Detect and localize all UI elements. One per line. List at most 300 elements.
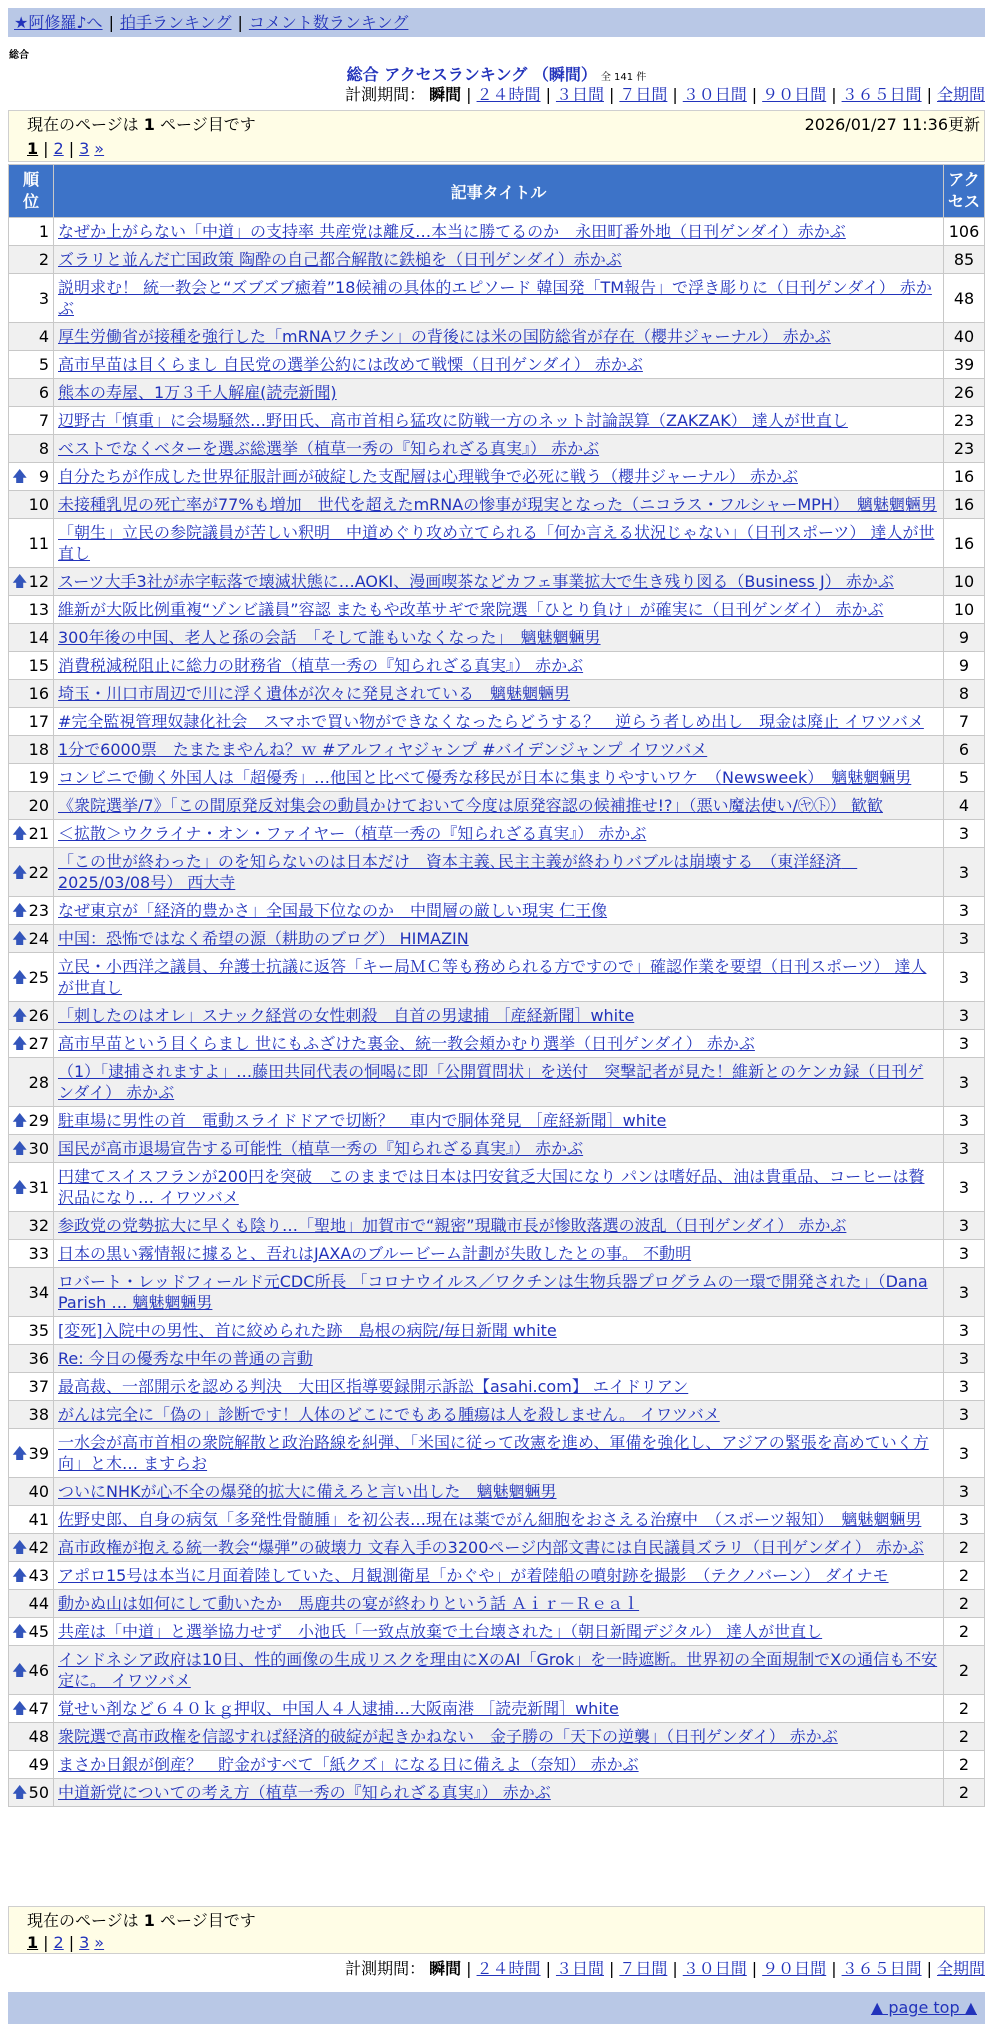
col-title-header: 記事タイトル <box>54 165 944 218</box>
title-cell <box>54 218 944 246</box>
rank-cell <box>9 1506 54 1534</box>
table-row <box>9 1429 985 1478</box>
article-link[interactable]: 中道新党についての考え方（植草一秀の『知られざる真実』） 赤かぶ <box>58 1783 551 1802</box>
table-row <box>9 1002 985 1030</box>
title-cell <box>54 953 944 1002</box>
article-link[interactable]: ＜拡散＞ウクライナ・オン・ファイヤー（植草一秀の『知られざる真実』） 赤かぶ <box>58 824 647 843</box>
period-link-2[interactable]: ７日間 <box>619 85 668 104</box>
rank-number: 19 <box>28 768 49 787</box>
rank-cell <box>9 1212 54 1240</box>
article-link[interactable]: がんは完全に「偽の」診断です！人体のどこにでもある腫瘍は人を殺しません。 イワツバメ <box>58 1405 720 1424</box>
table-row <box>9 848 985 897</box>
page-link-3[interactable]: 3 <box>79 1933 90 1952</box>
ranking-table <box>8 164 985 1807</box>
rank-up-icon: 🡅 <box>12 1538 28 1556</box>
article-link[interactable]: 衆院選で高市政権を信認すれば経済的破綻が起きかねない 金子勝の「天下の逆襲」（日刊ゲンダイ） 赤かぶ <box>58 1727 838 1746</box>
access-count: 48 <box>944 274 985 323</box>
table-row <box>9 379 985 407</box>
article-link[interactable]: ロバート・レッドフィールド元CDC所長 「コロナウイルス／ワクチンは生物兵器プログラムの一環で開発された」（Dana Parish … 魑魅魍魎男 <box>58 1272 928 1312</box>
table-row <box>9 463 985 491</box>
title-cell <box>54 897 944 925</box>
article-link[interactable]: （1）「逮捕されますよ」…藤田共同代表の恫喝に即「公開質問状」を送付 突撃記者が見た！維新とのケンカ録（日刊ゲンダイ） 赤かぶ <box>58 1062 924 1102</box>
period-separator: | <box>831 1959 837 1978</box>
rank-number: 7 <box>38 411 49 430</box>
nav-separator: | <box>237 13 243 32</box>
article-link[interactable]: コンビニで働く外国人は「超優秀」…他国と比べて優秀な移民が日本に集まりやすいワケ （Newsweek） 魑魅魍魎男 <box>58 768 912 787</box>
access-count: 3 <box>944 1401 985 1429</box>
title-cell <box>54 463 944 491</box>
title-cell <box>54 1478 944 1506</box>
table-row <box>9 736 985 764</box>
article-link[interactable]: ついにNHKが心不全の爆発的拡大に備えろと言い出した 魑魅魍魎男 <box>58 1482 557 1501</box>
page-separator: | <box>43 139 49 158</box>
title-cell <box>54 1163 944 1212</box>
title-cell <box>54 1751 944 1779</box>
rank-number: 4 <box>38 327 49 346</box>
rank-number: 49 <box>28 1755 49 1774</box>
period-separator: | <box>545 85 551 104</box>
period-link-3[interactable]: ３０日間 <box>682 1959 747 1978</box>
access-count: 3 <box>944 925 985 953</box>
access-count: 26 <box>944 379 985 407</box>
article-link[interactable]: 円建てスイスフランが200円を突破 このままでは日本は円安貧乏大国になり パンは嗜好品、油は貴重品、コーヒーは贅沢品になり… イワツバメ <box>58 1167 925 1207</box>
access-count: 3 <box>944 953 985 1002</box>
period-separator: | <box>926 85 932 104</box>
title-cell <box>54 1590 944 1618</box>
access-count: 10 <box>944 596 985 624</box>
article-link[interactable]: 未接種乳児の死亡率が77%も増加 世代を超えたmRNAの惨事が現実となった（ニコラス・フルシャーMPH） 魑魅魍魎男 <box>58 495 937 514</box>
rank-cell <box>9 1779 54 1807</box>
access-count: 3 <box>944 1030 985 1058</box>
page-link-2[interactable]: 2 <box>53 139 64 158</box>
article-link[interactable]: 覚せい剤など６４０ｋｇ押収、中国人４人逮捕…大阪南港 ［読売新聞］white <box>58 1699 619 1718</box>
title-cell <box>54 1030 944 1058</box>
table-row <box>9 1723 985 1751</box>
access-count: 3 <box>944 1478 985 1506</box>
rank-up-icon: 🡅 <box>12 1111 28 1129</box>
rank-up-icon: 🡅 <box>12 1177 28 1196</box>
period-link-2[interactable]: ７日間 <box>619 1959 668 1978</box>
rank-cell <box>9 274 54 323</box>
period-label: 計測期間： <box>345 85 426 104</box>
table-row <box>9 568 985 596</box>
page-separator: | <box>68 1933 75 1952</box>
table-row <box>9 323 985 351</box>
rank-number: 10 <box>28 495 49 514</box>
title-cell <box>54 624 944 652</box>
rank-cell <box>9 1562 54 1590</box>
rank-cell <box>9 519 54 568</box>
table-row <box>9 1562 985 1590</box>
title-cell <box>54 1401 944 1429</box>
access-count: 3 <box>944 1429 985 1478</box>
access-count: 40 <box>944 323 985 351</box>
title-cell <box>54 274 944 323</box>
access-count: 16 <box>944 519 985 568</box>
article-link[interactable]: 埼玉・川口市周辺で川に浮く遺体が次々に発見されている 魑魅魍魎男 <box>58 684 571 703</box>
access-count: 3 <box>944 1240 985 1268</box>
rank-number: 41 <box>28 1510 49 1529</box>
ranking-rows <box>9 218 985 1807</box>
page-top-link[interactable]: ▲ page top ▲ <box>870 1998 977 2017</box>
article-link[interactable]: 「この世が終わった」のを知らないのは日本だけ 資本主義､民主主義が終わりバブルは崩壊する （東洋経済 2025/03/08号） 西大寺 <box>58 852 858 892</box>
article-link[interactable]: [変死]入院中の男性、首に絞められた跡 島根の病院/毎日新聞 white <box>58 1321 557 1340</box>
article-link[interactable]: 「朝生」立民の参院議員が苦しい釈明 中道めぐり攻め立てられる「何か言える状況じゃない」（日刊スポーツ） 達人が世直し <box>58 523 935 563</box>
title-cell <box>54 1002 944 1030</box>
access-count: 3 <box>944 1135 985 1163</box>
rank-number: 33 <box>28 1244 49 1263</box>
page-separator: | <box>68 139 75 158</box>
article-link[interactable]: 辺野古「慎重」に会場騒然…野田氏、高市首相ら猛攻に防戦一方のネット討論誤算（ZAKZAK） 達人が世直し <box>58 411 848 430</box>
article-link[interactable]: 厚生労働省が接種を強行した「mRNAワクチン」の背後には米の国防総省が存在（櫻井ジャーナル） 赤かぶ <box>58 327 831 346</box>
article-link[interactable]: 佐野史郎、自身の病気「多発性骨髄腫」を初公表…現在は薬でがん細胞をおさえる治療中 （スポーツ報知） 魑魅魍魎男 <box>58 1510 922 1529</box>
period-link-5[interactable]: ３６５日間 <box>841 85 922 104</box>
article-link[interactable]: アポロ15号は本当に月面着陸していた、月観測衛星「かぐや」が着陸船の噴射跡を撮影 （テクノバーン） ダイナモ <box>58 1566 889 1585</box>
rank-up-icon: 🡅 <box>12 467 28 485</box>
pagination-bottom <box>27 1933 109 1953</box>
rank-cell <box>9 1317 54 1345</box>
page-info-bottom <box>8 1906 985 1954</box>
rank-up-icon: 🡅 <box>12 1622 28 1640</box>
table-row <box>9 1345 985 1373</box>
article-link[interactable]: 消費税減税阻止に総力の財務省（植草一秀の『知られざる真実』） 赤かぶ <box>58 656 584 675</box>
page-link-3[interactable]: 3 <box>79 139 90 158</box>
rank-number: 45 <box>28 1622 49 1641</box>
rank-number: 8 <box>38 439 49 458</box>
title-cell <box>54 925 944 953</box>
rank-number: 35 <box>28 1321 49 1340</box>
col-access-header: アクセス <box>944 165 985 218</box>
period-link-6[interactable]: 全期間 <box>936 85 985 104</box>
article-link[interactable]: 駐車場に男性の首 電動スライドドアで切断？ 車内で胴体発見 ［産経新聞］white <box>58 1111 667 1130</box>
table-row <box>9 596 985 624</box>
page-next-link[interactable]: » <box>94 139 105 158</box>
access-count: 3 <box>944 1107 985 1135</box>
rank-number: 5 <box>38 355 49 374</box>
article-link[interactable]: 一水会が高市首相の衆院解散と政治路線を糾弾、「米国に従って改憲を進め、軍備を強化し、アジアの緊張を高めていく方向」と木… ますらお <box>58 1433 929 1473</box>
rank-cell <box>9 792 54 820</box>
article-link[interactable]: 動かぬ山は如何にして動いたか 馬鹿共の宴が終わりという話 Ａｉｒ－Ｒｅａｌ <box>58 1594 640 1613</box>
rank-number: 18 <box>28 740 49 759</box>
page-link-2[interactable]: 2 <box>53 1933 64 1952</box>
article-link[interactable]: 自分たちが作成した世界征服計画が破綻した支配層は心理戦争で必死に戦う（櫻井ジャーナル） 赤かぶ <box>58 467 798 486</box>
rank-number: 44 <box>28 1594 49 1613</box>
rank-cell <box>9 1240 54 1268</box>
title-cell <box>54 848 944 897</box>
rank-cell <box>9 1646 54 1695</box>
access-count: 10 <box>944 568 985 596</box>
rank-cell <box>9 1478 54 1506</box>
rank-number: 42 <box>28 1538 49 1557</box>
article-link[interactable]: 高市早苗という目くらまし 世にもふざけた裏金、統一教会頬かむり選挙（日刊ゲンダイ） 赤かぶ <box>58 1034 755 1053</box>
title-cell <box>54 519 944 568</box>
period-separator: | <box>608 85 615 104</box>
period-label: 計測期間： <box>345 1959 426 1978</box>
access-count: 3 <box>944 1002 985 1030</box>
access-count: 3 <box>944 848 985 897</box>
rank-up-icon: 🡅 <box>12 862 28 881</box>
rank-up-icon: 🡅 <box>12 572 28 590</box>
article-link[interactable]: 最高裁、一部開示を認める判決 大田区指導要録開示訴訟【asahi.com】 エイドリアン <box>58 1377 689 1396</box>
rank-up-icon: 🡅 <box>12 1006 28 1024</box>
table-row <box>9 652 985 680</box>
table-row <box>9 1751 985 1779</box>
rank-number: 16 <box>28 684 49 703</box>
article-link[interactable]: 熊本の寿屋、1万３千人解雇(読売新聞) <box>58 383 337 402</box>
article-link[interactable]: 日本の黒い霧情報に據ると、吾れはJAXAのブルービーム計劃が失敗したとの事。 不動明 <box>58 1244 692 1263</box>
home-link[interactable]: ★阿修羅♪へ <box>14 13 103 32</box>
title-cell <box>54 323 944 351</box>
access-count: 2 <box>944 1751 985 1779</box>
rank-number: 21 <box>28 824 49 843</box>
rank-up-icon: 🡅 <box>12 1660 28 1679</box>
article-link[interactable]: 高市政権が抱える統一教会“爆弾”の破壊力 文春入手の3200ページ内部文書には自民議員ズラリ（日刊ゲンダイ） 赤かぶ <box>58 1538 924 1557</box>
article-link[interactable]: 共産は「中道」と選挙協力せず 小池氏「一致点放棄で土台壊された」（朝日新聞デジタル） 達人が世直し <box>58 1622 823 1641</box>
comment-ranking-link[interactable]: コメント数ランキング <box>248 13 409 32</box>
period-link-4[interactable]: ９０日間 <box>762 85 827 104</box>
table-row <box>9 1163 985 1212</box>
article-link[interactable]: #完全監視管理奴隷化社会 スマホで買い物ができなくなったらどうする？ 逆らう者しめ出し 現金は廃止 イワツバメ <box>58 712 924 731</box>
article-link[interactable]: ベストでなくベターを選ぶ総選挙（植草一秀の『知られざる真実』） 赤かぶ <box>58 439 600 458</box>
title-cell <box>54 1268 944 1317</box>
rank-number: 26 <box>28 1006 49 1025</box>
clap-ranking-link[interactable]: 拍手ランキング <box>119 13 232 32</box>
period-link-6[interactable]: 全期間 <box>936 1959 985 1978</box>
period-separator: | <box>608 1959 615 1978</box>
article-link[interactable]: 参政党の党勢拡大に早くも陰り…「聖地」加賀市で“親密”現職市長が惨敗落選の波乱（日刊ゲンダイ） 赤かぶ <box>58 1216 847 1235</box>
access-count: 2 <box>944 1590 985 1618</box>
article-link[interactable]: 立民・小西洋之議員、弁護士抗議に返答「キー局ＭＣ等も務められる方ですので」確認作業を要望（日刊スポーツ） 達人が世直し <box>58 957 927 997</box>
table-row <box>9 1373 985 1401</box>
total-count: 全 141 件 <box>600 72 647 83</box>
period-separator: | <box>545 1959 551 1978</box>
rank-number: 20 <box>28 796 49 815</box>
rank-number: 13 <box>28 600 49 619</box>
table-row <box>9 274 985 323</box>
access-count: 16 <box>944 491 985 519</box>
table-row <box>9 1590 985 1618</box>
period-link-1[interactable]: ３日間 <box>555 1959 604 1978</box>
access-count: 3 <box>944 1317 985 1345</box>
title-cell <box>54 1373 944 1401</box>
top-nav <box>8 8 985 37</box>
access-count: 2 <box>944 1618 985 1646</box>
access-count: 23 <box>944 435 985 463</box>
period-link-3[interactable]: ３０日間 <box>682 85 747 104</box>
table-row <box>9 218 985 246</box>
rank-number: 46 <box>28 1660 49 1680</box>
table-row <box>9 491 985 519</box>
rank-up-icon: 🡅 <box>12 1783 28 1801</box>
rank-cell <box>9 764 54 792</box>
access-count: 5 <box>944 764 985 792</box>
period-selector-bottom <box>345 1958 985 1980</box>
table-row <box>9 519 985 568</box>
period-separator: | <box>926 1959 932 1978</box>
article-link[interactable]: スーツ大手3社が赤字転落で壊滅状態に…AOKI、漫画喫茶などカフェ事業拡大で生き残り図る（Business J） 赤かぶ <box>58 572 894 591</box>
period-link-0[interactable]: ２４時間 <box>476 1959 541 1978</box>
period-link-5[interactable]: ３６５日間 <box>841 1959 922 1978</box>
article-link[interactable]: なぜか上がらない「中道」の支持率 共産党は離反…本当に勝てるのか 永田町番外地（日刊ゲンダイ）赤かぶ <box>58 222 846 241</box>
access-count: 3 <box>944 1373 985 1401</box>
article-link[interactable]: 国民が高市退場宣告する可能性（植草一秀の『知られざる真実』） 赤かぶ <box>58 1139 584 1158</box>
period-link-4[interactable]: ９０日間 <box>762 1959 827 1978</box>
rank-up-icon: 🡅 <box>12 1443 28 1462</box>
article-link[interactable]: 300年後の中国、老人と孫の会話 「そして誰もいなくなった」 魑魅魍魎男 <box>58 628 601 647</box>
article-link[interactable]: Re: 今日の優秀な中年の普通の言動 <box>58 1349 313 1368</box>
rank-number: 34 <box>28 1282 49 1302</box>
table-row <box>9 407 985 435</box>
rank-number: 30 <box>28 1139 49 1158</box>
rank-cell <box>9 1590 54 1618</box>
article-link[interactable]: 「刺したのはオレ」スナック経営の女性刺殺 自首の男逮捕 ［産経新聞］white <box>58 1006 635 1025</box>
rank-number: 9 <box>38 467 49 486</box>
table-row <box>9 708 985 736</box>
title-cell <box>54 792 944 820</box>
rank-cell <box>9 1401 54 1429</box>
rank-cell <box>9 736 54 764</box>
rank-cell <box>9 1345 54 1373</box>
rank-cell <box>9 897 54 925</box>
access-count: 6 <box>944 736 985 764</box>
rank-number: 17 <box>28 712 49 731</box>
rank-number: 31 <box>28 1177 49 1197</box>
rank-cell <box>9 680 54 708</box>
access-count: 3 <box>944 1506 985 1534</box>
rank-cell <box>9 1723 54 1751</box>
current-page-text: 現在のページは 1 ページ目です <box>27 115 256 134</box>
table-row <box>9 680 985 708</box>
rank-cell <box>9 925 54 953</box>
title-cell <box>54 246 944 274</box>
title-cell <box>54 351 944 379</box>
rank-cell <box>9 379 54 407</box>
table-row <box>9 624 985 652</box>
table-row <box>9 1478 985 1506</box>
access-count: 23 <box>944 407 985 435</box>
title-cell <box>54 1562 944 1590</box>
pagination-top <box>27 139 109 159</box>
rank-cell <box>9 1163 54 1212</box>
page-separator: | <box>43 1933 49 1952</box>
table-row <box>9 953 985 1002</box>
article-link[interactable]: 高市早苗は目くらまし 自民党の選挙公約には改めて戦慄（日刊ゲンダイ） 赤かぶ <box>58 355 643 374</box>
title-cell <box>54 1646 944 1695</box>
access-count: 3 <box>944 1058 985 1107</box>
article-link[interactable]: なぜ東京が「経済的豊かさ」全国最下位なのか 中間層の厳しい現実 仁王像 <box>58 901 608 920</box>
article-link[interactable]: まさか日銀が倒産？ 貯金がすべて「紙クズ」になる日に備えよ（奈知） 赤かぶ <box>58 1755 639 1774</box>
access-count: 3 <box>944 820 985 848</box>
period-link-1[interactable]: ３日間 <box>555 85 604 104</box>
period-separator: | <box>831 85 837 104</box>
table-row <box>9 820 985 848</box>
table-row <box>9 1534 985 1562</box>
nav-separator: | <box>108 13 114 32</box>
rank-cell <box>9 568 54 596</box>
table-row <box>9 925 985 953</box>
title-cell <box>54 1506 944 1534</box>
rank-number: 48 <box>28 1727 49 1746</box>
title-cell <box>54 1240 944 1268</box>
table-row <box>9 1030 985 1058</box>
rank-cell <box>9 820 54 848</box>
period-current: 瞬間 <box>429 85 462 104</box>
page-current: 1 <box>27 1933 39 1952</box>
article-link[interactable]: ズラリと並んだ亡国政策 陶酔の自己都合解散に鉄槌を（日刊ゲンダイ）赤かぶ <box>58 250 622 269</box>
access-count: 2 <box>944 1646 985 1695</box>
article-link[interactable]: 1分で6000票 たまたまやんね？ｗ #アルフィヤジャンプ #バイデンジャンプ イワツバメ <box>58 740 708 759</box>
article-link[interactable]: 維新が大阪比例重複“ゾンビ議員”容認 またもや改革サギで衆院選「ひとり負け」が確実に（日刊ゲンダイ） 赤かぶ <box>58 600 884 619</box>
rank-number: 14 <box>28 628 49 647</box>
access-count: 3 <box>944 897 985 925</box>
table-row <box>9 1268 985 1317</box>
page-next-link[interactable]: » <box>94 1933 105 1952</box>
table-row <box>9 897 985 925</box>
table-row <box>9 246 985 274</box>
rank-cell <box>9 1002 54 1030</box>
col-rank-header: 順位 <box>9 165 54 218</box>
period-link-0[interactable]: ２４時間 <box>476 85 541 104</box>
ranking-title: 総合 アクセスランキング （瞬間） <box>346 65 597 84</box>
rank-number: 37 <box>28 1377 49 1396</box>
article-link[interactable]: 《衆院選挙/7》「この間原発反対集会の動員かけておいて今度は原発容認の候補推せ!?」（悪い魔法使い/㋳㋣） 歓歓 <box>58 796 883 815</box>
rank-number: 22 <box>28 862 49 882</box>
rank-cell <box>9 1107 54 1135</box>
table-row <box>9 1317 985 1345</box>
title-cell <box>54 1317 944 1345</box>
rank-number: 50 <box>28 1783 49 1802</box>
rank-number: 3 <box>38 288 49 308</box>
table-row <box>9 792 985 820</box>
rank-number: 43 <box>28 1566 49 1585</box>
title-cell <box>54 736 944 764</box>
rank-cell <box>9 1373 54 1401</box>
rank-number: 47 <box>28 1699 49 1718</box>
rank-number: 1 <box>38 222 49 241</box>
title-cell <box>54 1107 944 1135</box>
article-link[interactable]: インドネシア政府は10日、性的画像の生成リスクを理由にXのAI「Grok」を一時遮断。世界初の全面規制でXの通信も不安定に。 イワツバメ <box>58 1650 938 1690</box>
title-cell <box>54 1345 944 1373</box>
rank-cell <box>9 848 54 897</box>
table-row <box>9 1135 985 1163</box>
rank-number: 12 <box>28 572 49 591</box>
article-link[interactable]: 説明求む！ 統一教会と“ズブズブ癒着”18候補の具体的エピソード 韓国発「TM報告」で浮き彫りに（日刊ゲンダイ） 赤かぶ <box>58 278 932 318</box>
table-row <box>9 1618 985 1646</box>
rank-cell <box>9 1030 54 1058</box>
rank-cell <box>9 652 54 680</box>
article-link[interactable]: 中国：恐怖ではなく希望の源（耕助のブログ） HIMAZIN <box>58 929 469 948</box>
period-separator: | <box>751 1959 758 1978</box>
rank-number: 24 <box>28 929 49 948</box>
page-title <box>0 62 993 85</box>
access-count: 9 <box>944 652 985 680</box>
access-count: 2 <box>944 1695 985 1723</box>
title-cell <box>54 379 944 407</box>
access-count: 39 <box>944 351 985 379</box>
rank-number: 15 <box>28 656 49 675</box>
table-row <box>9 1107 985 1135</box>
rank-cell <box>9 1135 54 1163</box>
title-cell <box>54 568 944 596</box>
rank-up-icon: 🡅 <box>12 1034 28 1052</box>
breadcrumb: 総合 <box>9 50 29 61</box>
rank-cell <box>9 953 54 1002</box>
rank-up-icon: 🡅 <box>12 901 28 919</box>
access-count: 3 <box>944 1212 985 1240</box>
title-cell <box>54 680 944 708</box>
footer-bar <box>8 1992 985 2024</box>
rank-number: 40 <box>28 1482 49 1501</box>
